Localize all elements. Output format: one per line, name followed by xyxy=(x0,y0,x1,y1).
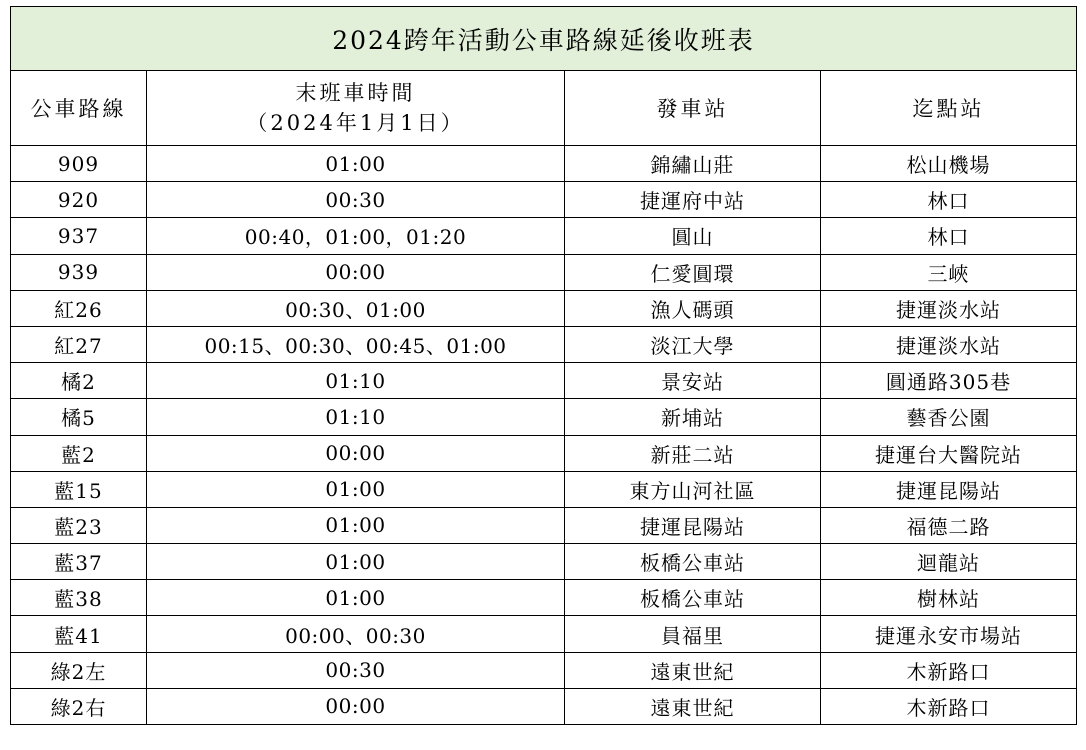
departure-station-cell: 遠東世紀 xyxy=(565,652,821,688)
route-cell: 綠2左 xyxy=(11,652,147,688)
table-row xyxy=(11,290,1077,326)
departure-station-cell: 景安站 xyxy=(565,363,821,399)
header-route: 公車路線 xyxy=(11,71,147,146)
route-cell: 藍15 xyxy=(11,471,147,507)
table-row xyxy=(11,544,1077,580)
departure-station-cell: 遠東世紀 xyxy=(565,688,821,724)
last-bus-time-cell: 00:00 xyxy=(147,254,565,290)
table-title: 2024跨年活動公車路線延後收班表 xyxy=(11,7,1077,71)
table-row xyxy=(11,580,1077,616)
terminal-station-cell: 木新路口 xyxy=(821,688,1077,724)
last-bus-time-cell: 01:10 xyxy=(147,363,565,399)
last-bus-time-cell: 01:00 xyxy=(147,146,565,182)
terminal-station-cell: 松山機場 xyxy=(821,146,1077,182)
route-cell: 橘2 xyxy=(11,363,147,399)
departure-station-cell: 錦繡山莊 xyxy=(565,146,821,182)
table-row xyxy=(11,616,1077,652)
terminal-station-cell: 捷運淡水站 xyxy=(821,290,1077,326)
route-cell: 藍2 xyxy=(11,435,147,471)
table-row xyxy=(11,218,1077,254)
terminal-station-cell: 樹林站 xyxy=(821,580,1077,616)
departure-station-cell: 圓山 xyxy=(565,218,821,254)
terminal-station-cell: 圓通路305巷 xyxy=(821,363,1077,399)
departure-station-cell: 新莊二站 xyxy=(565,435,821,471)
departure-station-cell: 板橋公車站 xyxy=(565,580,821,616)
table-row xyxy=(11,652,1077,688)
departure-station-cell: 漁人碼頭 xyxy=(565,290,821,326)
header-last-bus-line2: （2024年1月1日） xyxy=(246,111,465,135)
last-bus-time-cell: 01:00 xyxy=(147,471,565,507)
last-bus-time-cell: 00:30 xyxy=(147,182,565,218)
last-bus-time-cell: 00:30、01:00 xyxy=(147,290,565,326)
terminal-station-cell: 迴龍站 xyxy=(821,544,1077,580)
terminal-station-cell: 捷運昆陽站 xyxy=(821,471,1077,507)
last-bus-time-cell: 01:00 xyxy=(147,507,565,543)
departure-station-cell: 員福里 xyxy=(565,616,821,652)
last-bus-time-cell: 01:10 xyxy=(147,399,565,435)
route-cell: 紅26 xyxy=(11,290,147,326)
table-body xyxy=(11,146,1077,725)
departure-station-cell: 仁愛圓環 xyxy=(565,254,821,290)
table-row xyxy=(11,326,1077,362)
terminal-station-cell: 林口 xyxy=(821,218,1077,254)
route-cell: 紅27 xyxy=(11,326,147,362)
header-terminal: 迄點站 xyxy=(821,71,1077,146)
terminal-station-cell: 三峽 xyxy=(821,254,1077,290)
table-row xyxy=(11,363,1077,399)
table-row xyxy=(11,399,1077,435)
departure-station-cell: 捷運府中站 xyxy=(565,182,821,218)
last-bus-time-cell: 00:15、00:30、00:45、01:00 xyxy=(147,326,565,362)
terminal-station-cell: 捷運淡水站 xyxy=(821,326,1077,362)
route-cell: 920 xyxy=(11,182,147,218)
last-bus-time-cell: 00:00、00:30 xyxy=(147,616,565,652)
departure-station-cell: 東方山河社區 xyxy=(565,471,821,507)
header-last-bus-line1: 末班車時間 xyxy=(295,81,416,105)
last-bus-time-cell: 00:00 xyxy=(147,435,565,471)
table-row xyxy=(11,146,1077,182)
header-last-bus-time xyxy=(147,71,565,146)
route-cell: 藍41 xyxy=(11,616,147,652)
route-cell: 939 xyxy=(11,254,147,290)
terminal-station-cell: 福德二路 xyxy=(821,507,1077,543)
last-bus-time-cell: 00:30 xyxy=(147,652,565,688)
route-cell: 藍37 xyxy=(11,544,147,580)
route-cell: 綠2右 xyxy=(11,688,147,724)
last-bus-time-cell: 01:00 xyxy=(147,544,565,580)
route-cell: 909 xyxy=(11,146,147,182)
departure-station-cell: 淡江大學 xyxy=(565,326,821,362)
table-row xyxy=(11,254,1077,290)
route-cell: 橘5 xyxy=(11,399,147,435)
bus-schedule-table xyxy=(10,6,1077,725)
terminal-station-cell: 藝香公園 xyxy=(821,399,1077,435)
table-row xyxy=(11,688,1077,724)
table-row xyxy=(11,182,1077,218)
departure-station-cell: 新埔站 xyxy=(565,399,821,435)
route-cell: 藍23 xyxy=(11,507,147,543)
terminal-station-cell: 林口 xyxy=(821,182,1077,218)
last-bus-time-cell: 01:00 xyxy=(147,580,565,616)
departure-station-cell: 板橋公車站 xyxy=(565,544,821,580)
table-row xyxy=(11,435,1077,471)
last-bus-time-cell: 00:40，01:00，01:20 xyxy=(147,218,565,254)
route-cell: 937 xyxy=(11,218,147,254)
terminal-station-cell: 木新路口 xyxy=(821,652,1077,688)
table-row xyxy=(11,507,1077,543)
terminal-station-cell: 捷運台大醫院站 xyxy=(821,435,1077,471)
header-departure: 發車站 xyxy=(565,71,821,146)
route-cell: 藍38 xyxy=(11,580,147,616)
terminal-station-cell: 捷運永安市場站 xyxy=(821,616,1077,652)
departure-station-cell: 捷運昆陽站 xyxy=(565,507,821,543)
table-row xyxy=(11,471,1077,507)
last-bus-time-cell: 00:00 xyxy=(147,688,565,724)
